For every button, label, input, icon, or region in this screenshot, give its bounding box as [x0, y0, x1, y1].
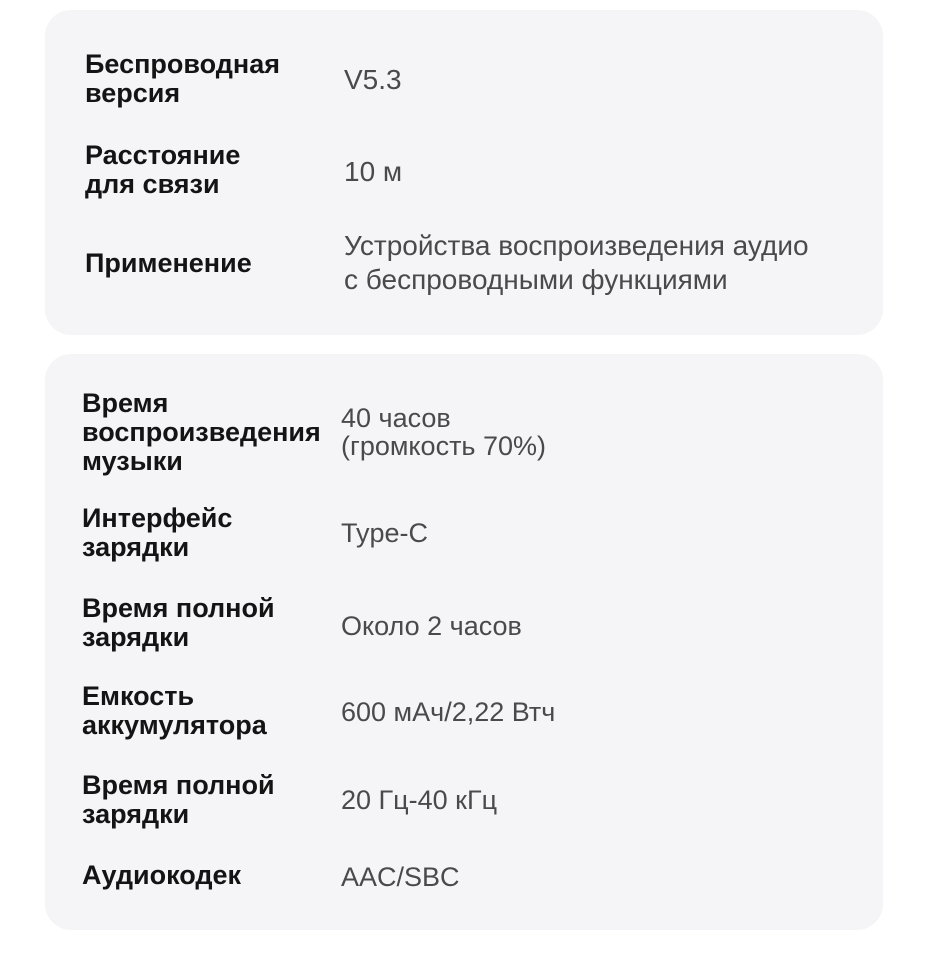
spec-label: Время воспроизведения музыки: [82, 388, 321, 476]
spec-label: Применение: [85, 248, 252, 278]
spec-label: Расстояние для связи: [85, 140, 241, 199]
spec-value: 600 мАч/2,22 Втч: [341, 697, 556, 727]
spec-label: Емкость аккумулятора: [82, 681, 267, 740]
spec-card-battery-audio: [45, 354, 883, 930]
spec-label: Интерфейс зарядки: [82, 503, 233, 562]
spec-label: Беспроводная версия: [85, 49, 280, 108]
spec-value: 10 м: [344, 156, 403, 187]
spec-value: Type-C: [341, 518, 429, 548]
spec-value: Около 2 часов: [341, 611, 522, 641]
spec-value: V5.3: [344, 64, 402, 95]
spec-label: Аудиокодек: [82, 860, 242, 890]
spec-value: AAC/SBC: [341, 862, 460, 892]
spec-label: Время полной зарядки: [82, 770, 275, 829]
spec-value: 20 Гц-40 кГц: [341, 785, 498, 815]
spec-value: Устройства воспроизведения аудио с беспроводными функциями: [344, 230, 809, 295]
spec-label: Время полной зарядки: [82, 593, 275, 652]
spec-value: 40 часов (громкость 70%): [341, 403, 547, 461]
spec-card-connectivity: [45, 10, 883, 335]
